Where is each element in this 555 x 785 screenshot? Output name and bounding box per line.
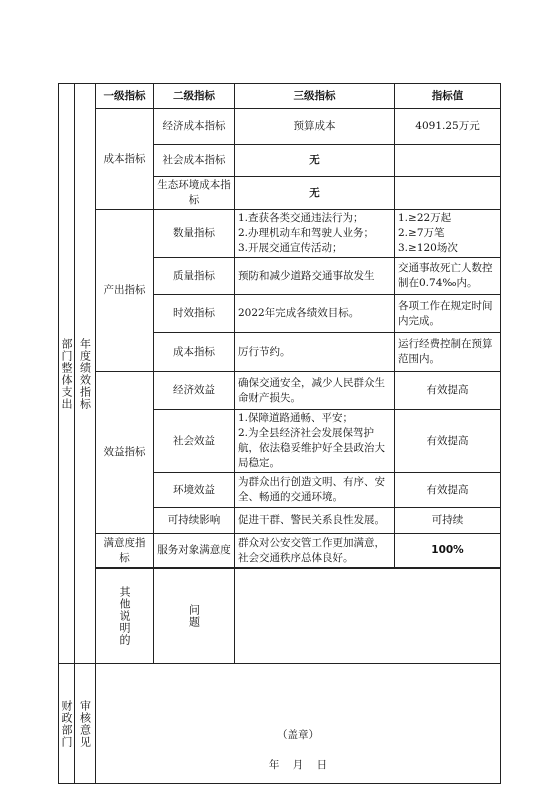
l2-social-benefit: 社会效益: [154, 410, 235, 473]
l3-economic-cost: 预算成本: [235, 109, 395, 145]
value-quality: 交通事故死亡人数控制在0.74‰内。: [395, 258, 501, 295]
value-cost-indicator: 运行经费控制在预算范围内。: [395, 333, 501, 372]
finance-outer-label: 财政部门: [60, 699, 73, 748]
value-env-benefit: 有效提高: [395, 473, 501, 508]
l3-quantity: 1.查获各类交通违法行为； 2.办理机动车和驾驶人业务； 3.开展交通宣传活动；: [235, 210, 395, 258]
l2-quantity: 数量指标: [154, 210, 235, 258]
l2-sustain: 可持续影响: [154, 508, 235, 534]
table-row: [59, 109, 501, 145]
table-row: [59, 534, 501, 568]
header-value: 指标值: [395, 84, 501, 109]
l3-social-benefit: 1.保障道路通畅、平安； 2.为全县经济社会发展保驾护航，依法稳妥维护好全县政治大局稳定。: [235, 410, 395, 473]
header-level3: 三级指标: [235, 84, 395, 109]
section-label: 年度绩效指标: [78, 337, 92, 410]
value-economic-cost: 4091.25万元: [395, 109, 501, 145]
header-level2: 二级指标: [154, 84, 235, 109]
value-social-cost: [395, 145, 501, 177]
value-sustain: 可持续: [395, 508, 501, 534]
other-outer-label: 其他说明的: [118, 586, 131, 646]
finance-content: [96, 664, 501, 784]
finance-row: [59, 664, 501, 784]
l2-eco-cost: 生态环境成本指标: [154, 177, 235, 210]
header-row: [59, 84, 501, 109]
l3-eco-cost: 无: [235, 177, 395, 210]
l2-quality: 质量指标: [154, 258, 235, 295]
date-text: 年 月 日: [268, 759, 328, 771]
value-quantity: 1.≥22万起 2.≥7万笔 3.≥120场次: [395, 210, 501, 258]
l3-econ-benefit: 确保交通安全，减少人民群众生命财产损失。: [235, 372, 395, 410]
performance-table: [58, 83, 501, 784]
l2-env-benefit: 环境效益: [154, 473, 235, 508]
section-label-cell: [75, 84, 96, 664]
l2-social-cost: 社会成本指标: [154, 145, 235, 177]
other-inner-cell: [154, 569, 235, 664]
outer-label-cell: [59, 84, 75, 664]
l3-social-cost: 无: [235, 145, 395, 177]
value-econ-benefit: 有效提高: [395, 372, 501, 410]
l2-economic-cost: 经济成本指标: [154, 109, 235, 145]
table-row: [59, 210, 501, 258]
group-benefit: 效益指标: [96, 372, 154, 534]
outer-label: 部门整体支出: [60, 337, 73, 410]
other-content: [235, 569, 501, 664]
group-output: 产出指标: [96, 210, 154, 372]
l2-cost-indicator: 成本指标: [154, 333, 235, 372]
l3-env-benefit: 为群众出行创造文明、有序、安全、畅通的交通环境。: [235, 473, 395, 508]
finance-outer-cell: [59, 664, 75, 784]
l3-sustain: 促进干群、警民关系良性发展。: [235, 508, 395, 534]
group-satisfaction: 满意度指标: [96, 534, 154, 568]
seal-text: （盖章）: [277, 729, 319, 741]
finance-inner-label: 审核意见: [78, 699, 92, 748]
l3-cost-indicator: 厉行节约。: [235, 333, 395, 372]
table-row: [59, 372, 501, 410]
header-level1: 一级指标: [96, 84, 154, 109]
value-timeliness: 各项工作在规定时间内完成。: [395, 295, 501, 333]
l2-service: 服务对象满意度: [154, 534, 235, 568]
l3-service: 群众对公安交管工作更加满意，社会交通秩序总体良好。: [235, 534, 395, 568]
group-cost: 成本指标: [96, 109, 154, 210]
performance-table-page: [58, 83, 501, 784]
l2-timeliness: 时效指标: [154, 295, 235, 333]
value-eco-cost: [395, 177, 501, 210]
finance-inner-cell: [75, 664, 96, 784]
other-outer-cell: [96, 569, 154, 664]
value-service: 100%: [395, 534, 501, 568]
l2-econ-benefit: 经济效益: [154, 372, 235, 410]
value-social-benefit: 有效提高: [395, 410, 501, 473]
l3-quality: 预防和减少道路交通事故发生: [235, 258, 395, 295]
l3-timeliness: 2022年完成各绩效目标。: [235, 295, 395, 333]
other-row: [59, 569, 501, 664]
other-inner-label: 问题: [187, 604, 201, 628]
